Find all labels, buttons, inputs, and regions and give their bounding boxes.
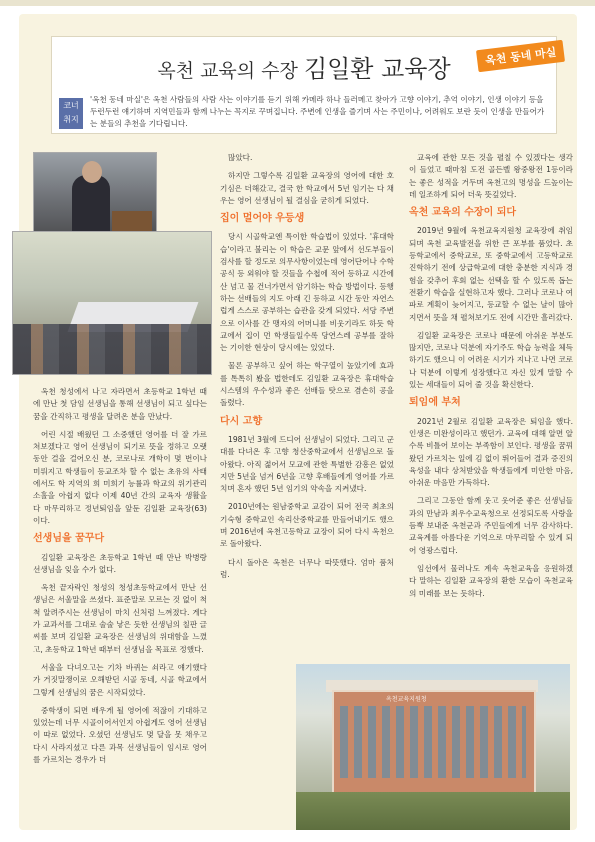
paragraph: 1981년 3월에 드디어 선생님이 되었다. 그리고 군대를 다녀온 후 고향 청산중학교에서 선생님으로 돌아왔다. 아직 젊어서 모교에 관한 특별한 감흥은 없었지만 5년을 넘겨 6년을 고향 후배들에게 영어를 가르치며 혼자 했던 5년 임기의 약속을 지켜냈다. xyxy=(220,434,394,494)
column-1 xyxy=(33,386,207,772)
intro-text: '옥천 동네 마실'은 옥천 사람들의 사람 사는 이야기를 듣기 위해 카메라 하나 들러메고 찾아가 고향 이야기, 추억 이야기, 인생 이야기 등을 두런두런 얘기하며 지역민들과 함께 나누는 꼭지로 꾸며집니다. 주변에 인생을 즐기며 사는 주민이나, 어려워도 보란 듯이 인생을 만들어가는 분들의 추천을 기다립니다. xyxy=(90,95,545,128)
paragraph: 많았다. xyxy=(228,153,253,162)
section-heading: 집이 멀어야 우등생 xyxy=(220,213,305,225)
paragraph: 2019년 9월에 옥천교육지원청 교육장에 취임되며 옥천 교육발전을 위한 큰 포부를 품었다. 초등학교에서 중학교로, 또 중학교에서 고등학교로 진학하기 전에 상급학교에 대한 충분한 지식과 경험을 갖추어 후회 없는 선택을 할 수 있도록 돕는 전환기 학습을 실현하고자 했다. 그러나 코로나 여파로 계획이 늦어지고, 등교할 수 없는 날이 많아지면서 뜻을 채 펼쳐보기도 전에 시간만 흘러갔다. xyxy=(409,226,573,322)
paragraph: 김일환 교육장은 초등학교 1학년 때 만난 박병랑 선생님을 잊을 수가 없다. xyxy=(33,552,207,574)
paragraph: 다시 돌아온 옥천은 너무나 따뜻했다. 엄마 품처럼. xyxy=(220,557,394,579)
corner-label: 코너 취지 xyxy=(59,98,83,129)
paragraph: 그리고 그동안 함께 웃고 웃어준 좋은 선생님들과의 만남과 최우수교육청으로 선정되도록 사랑을 듬뿍 보내준 옥천군과 주민들에게 너무 감사하다. 교육계를 아름다운 기억으로 마무리할 수 있게 되어 영광스럽다. xyxy=(409,496,573,555)
paragraph: 당시 시골학교엔 특이한 학습법이 있었다. '휴대학습'이라고 불리는 이 학습은 교문 앞에서 선도부들이 검사를 할 정도로 의무사항이었는데 영어단어나 수학 공식 등 외워야 할 것들을 수첩에 적어 등하교 시간에 산 넘고 물 건너가면서 암기하는 학습 방법이다. 등행하는 선배들의 지도 아래 긴 등하교 시간 동안 자연스럽게 스스로 공부하는 습관을 갖게 되었다. 서당 주변으로 이사를 간 맹자의 어머니를 비웃기라도 하듯 학교에서 집이 먼 학생들일수록 당연스레 공부를 잘하는 기이한 현상이 당시에는 있었다. xyxy=(220,232,394,353)
section-heading: 퇴임에 부쳐 xyxy=(409,397,461,409)
paragraph: 서울을 다녀오고는 기차 바퀴는 쇠라고 얘기했다가 거짓말쟁이로 오해받던 시골 동네, 시골 학교에서 그렇게 선생님의 꿈은 시작되었다. xyxy=(33,662,207,697)
paragraph: 어린 시절 배웠던 그 소중했던 영어를 더 잘 가르쳐보겠다고 영어 선생님이 되기로 뜻을 정하고 오랫동안 걸을 걸어오신 분, 코로나로 개학이 몇 번이나 미뤄지고 학생들이 등교조차 할 수 없는 초유의 사태에서도 학 지역의 희 미희기 능률과 학교의 위기관리 소홀을 아쉽지 없다 이제 40년 간의 교육자 생활을 다 마무리하고 정년퇴임을 앞둔 김일환 교육장(63)이다. xyxy=(33,429,207,525)
header-box xyxy=(51,36,557,134)
paragraph: 2021년 2월로 김일환 교육장은 퇴임을 했다. 인생은 미완성이라고 했던가. 교육에 대해 알면 알수록 비틀어 보이는 부족함이 보인다. 평생을 꿈꿔왔던 가르치는 일에 김 없이 뛰어들어 결과 증진의 육성을 내다 상처받았을 학생들에게 미안한 마음, 아쉬운 마음만 가득하다. xyxy=(409,416,573,488)
paragraph: 옥천 끝자락인 청성의 청성초등학교에서 만난 선생님은 서울말을 쓰셨다. 표준말로 모르는 것 없이 척척 알려주시는 선생님이 마치 신처럼 느껴졌다. 게다가 교과서를 그대로 술술 낳은 듯한 선생님의 칠판 글씨를 보며 김일환 교육장은 선생님의 위대함을 느꼈고, 초등학교 1학년 때부터 선생님을 목표로 정했다. xyxy=(33,583,207,654)
section-heading: 옥천 교육의 수장이 되다 xyxy=(409,207,517,219)
column-2 xyxy=(220,152,394,587)
building-lawn xyxy=(296,792,570,830)
paragraph: 하지만 그렇수록 김일환 교육장의 영어에 대한 호기심은 더해갔고, 결국 한 학교에서 5년 임기는 다 채우는 영어 선생님이 될 결심을 굳히게 되었다. xyxy=(220,171,394,205)
paragraph: 임선에서 물러나도 계속 옥천교육을 응원하겠다 말하는 김일환 교육장의 환한 모습이 옥천교육의 미래를 보는 듯하다. xyxy=(409,563,573,598)
series-tag: 옥천 동네 마실 xyxy=(476,40,565,72)
top-strip xyxy=(0,0,595,6)
paragraph: 2010년에는 원남중학교 교감이 되어 전국 최초의 기숙형 중학교인 속리산중학교를 만들어내기도 했으며 2016년에 옥천고등학교 교장이 되어 다시 옥천으로 돌아왔다. xyxy=(220,502,394,549)
title-prefix: 옥천 교육의 수장 xyxy=(157,60,298,82)
column-3 xyxy=(409,152,573,606)
paragraph: 교육에 관한 모든 것을 펼칠 수 있겠다는 생각이 들었고 때마침 도전 골든벨 왕중왕전 1등이라는 좋은 성적을 거두며 옥천고의 명성을 드높이는 데 일조하게 되어 더욱 뜻깊었다. xyxy=(409,153,573,199)
paragraph: 옥천 청성에서 나고 자라면서 초등학교 1학년 때에 만난 첫 담임 선생님을 통해 선생님이 되고 싶다는 꿈을 간직하고 평생을 달려온 분을 만났다. xyxy=(33,387,207,421)
title-name: 김일환 교육장 xyxy=(303,55,451,83)
paragraph: 물론 공부하고 싶어 하는 학구열이 높았기에 효과를 톡톡히 봤을 법한데도 김일환 교육장은 휴대학습 시스템의 우수성과 좋은 선배들 탓으로 겸손히 공을 돌렸다. xyxy=(220,361,394,408)
section-heading: 다시 고향 xyxy=(220,415,263,427)
building-windows xyxy=(340,706,526,778)
paragraph: 김일환 교육장은 코로나 때문에 아쉬운 부분도 많지만, 코로나 덕분에 자기주도 학습 능력을 체득하기도 했으니 이 어려운 시기가 지나고 나면 코로나 덕분에 이렇게 성장했다고 자신 있게 말할 수 있는 세대들이 되어 줄 것을 확신한다. xyxy=(409,330,573,390)
building-sign: 옥천교육지원청 xyxy=(386,696,427,703)
paragraph: 중학생이 되면 배우게 될 영어에 적잖이 기대하고 있었는데 너무 시골이어서인지 아쉽게도 영어 선생님이 따로 없었다. 오셨던 선생님도 몇 달을 못 채우고 다시 사라지셨고 다른 과목 선생님들이 임시로 영어를 가르치는 경우가 더 xyxy=(33,705,207,765)
building-photo xyxy=(296,664,570,830)
speaker-head xyxy=(82,161,102,183)
meeting-photo xyxy=(12,231,212,375)
meeting-people xyxy=(13,324,211,374)
section-heading: 선생님을 꿈꾸다 xyxy=(33,533,105,545)
